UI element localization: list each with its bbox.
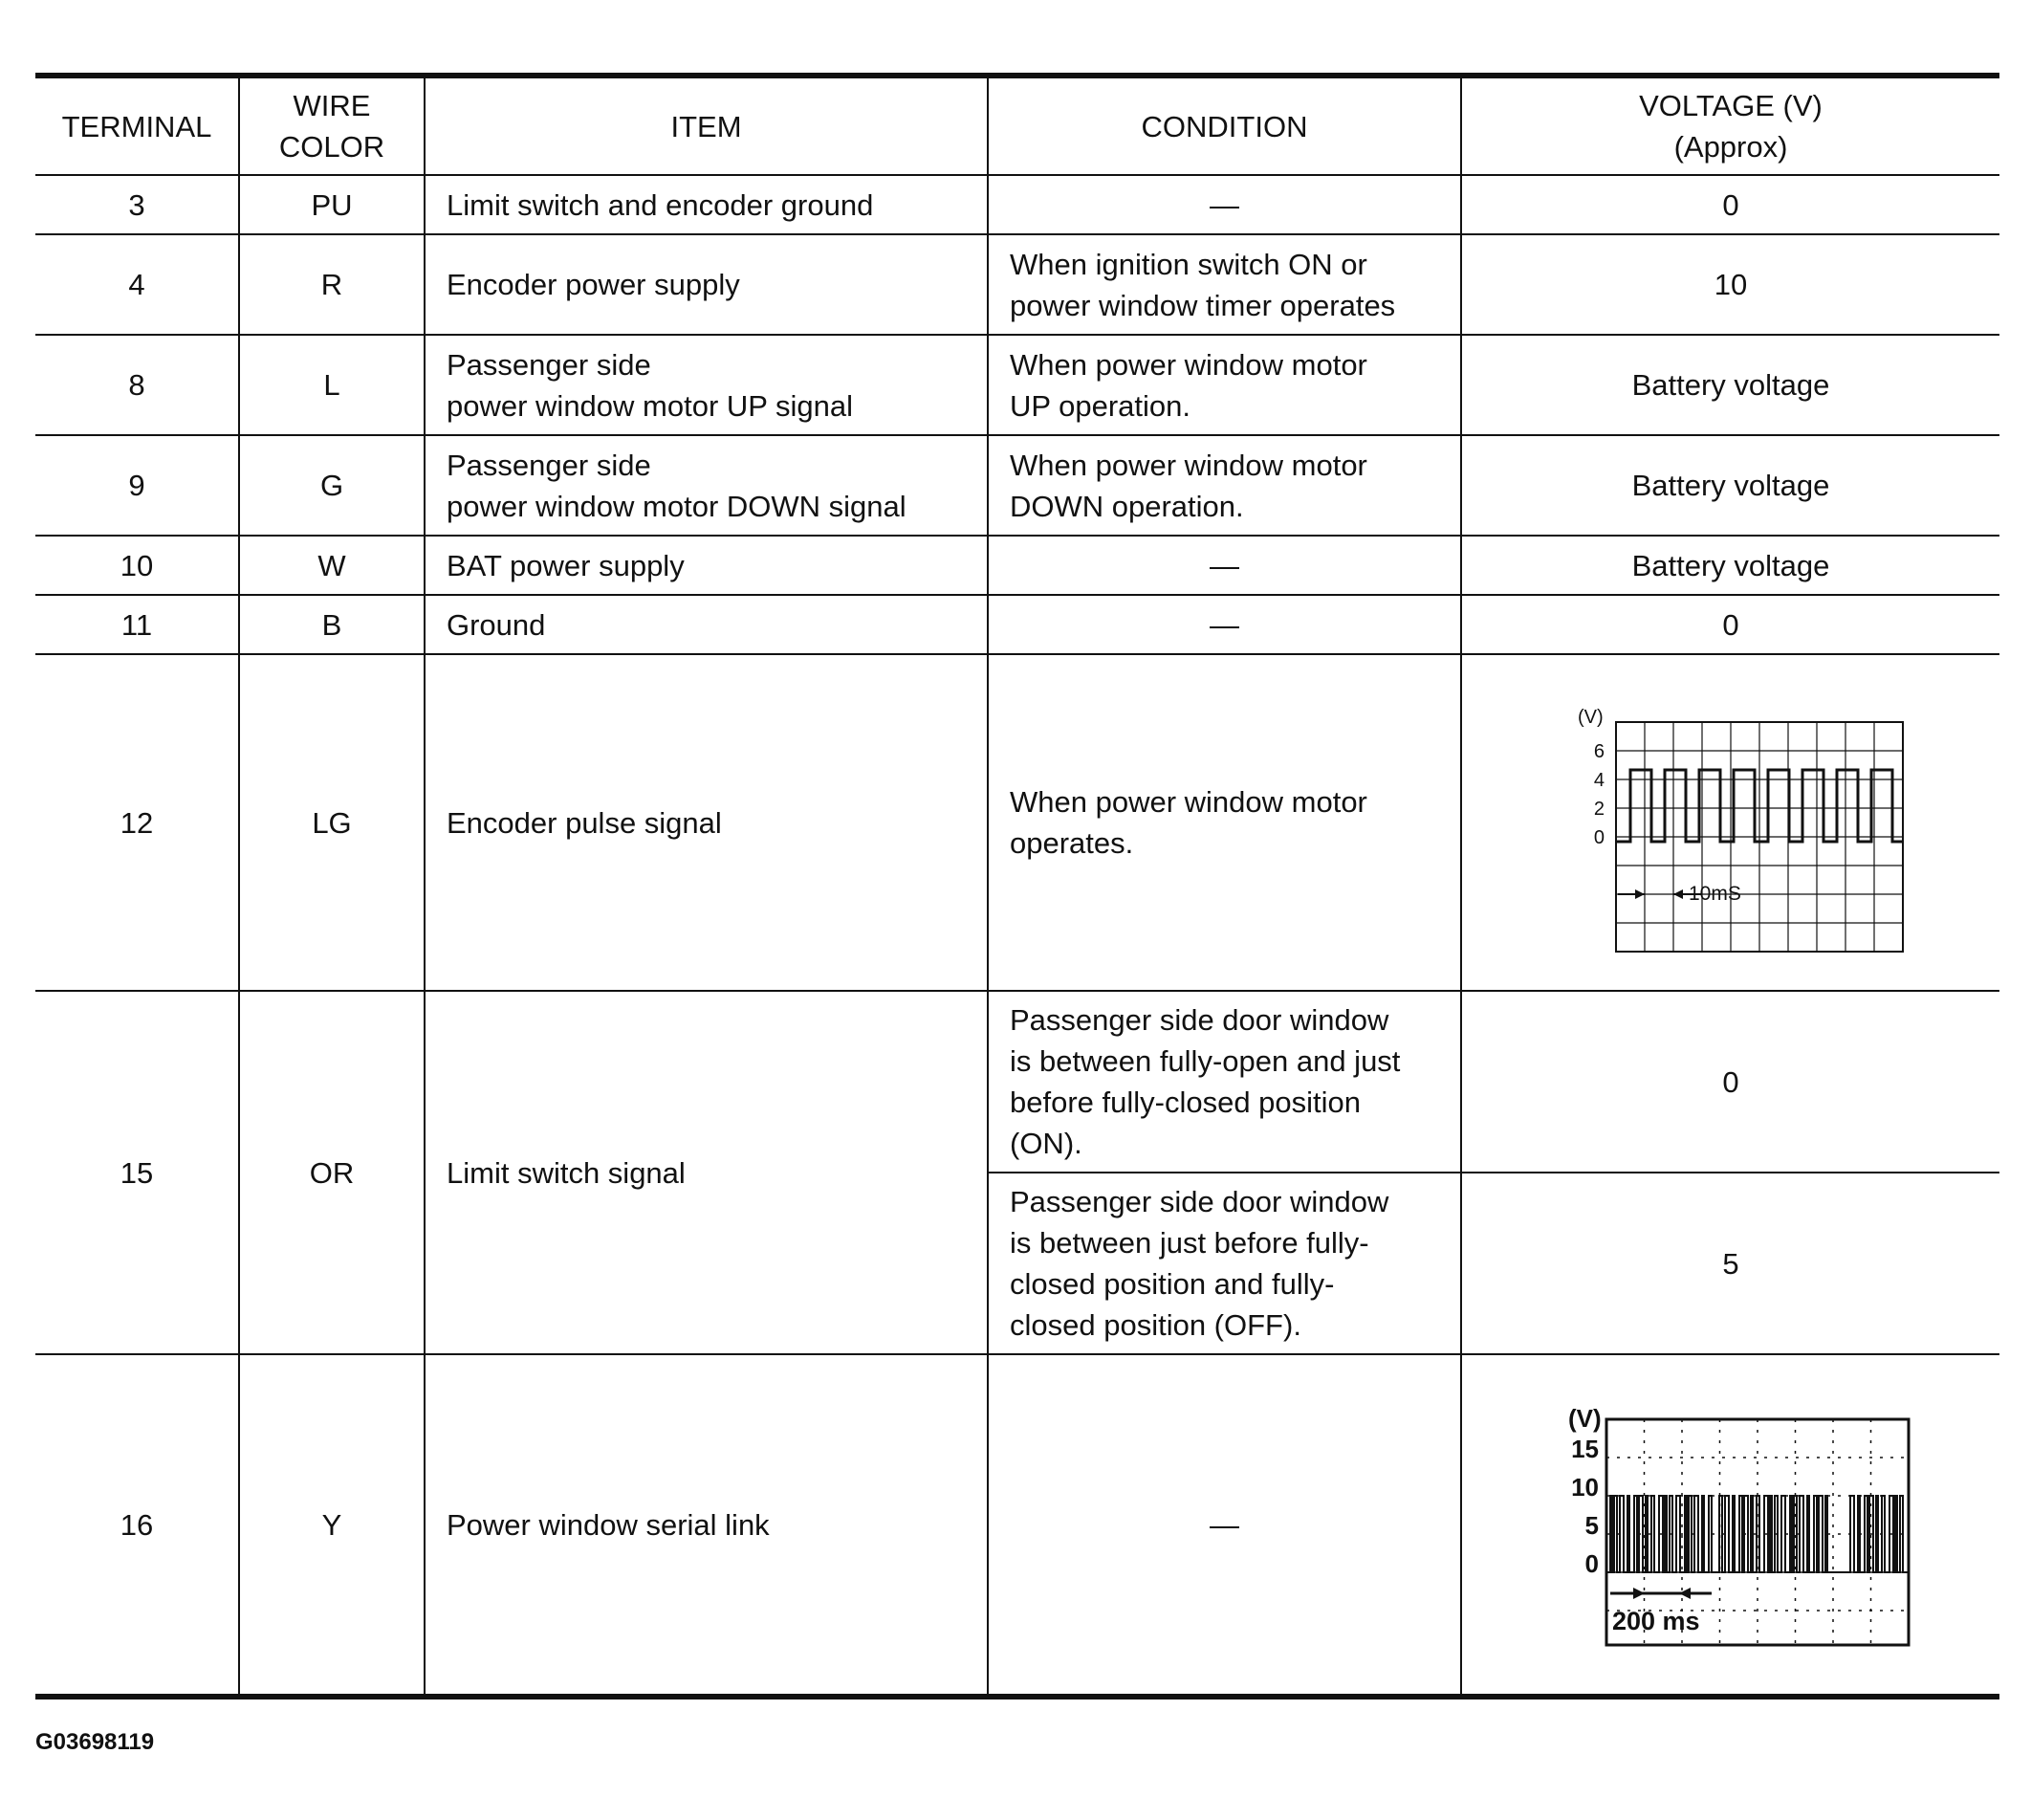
table-row bbox=[35, 536, 1999, 595]
item-cell: BAT power supply bbox=[425, 536, 988, 595]
wire-color-cell: OR bbox=[239, 991, 425, 1354]
terminal-cell: 16 bbox=[35, 1354, 239, 1697]
time-scale-label: 10mS bbox=[1689, 883, 1741, 905]
voltage-cell: Battery voltage bbox=[1461, 536, 1999, 595]
wire-color-cell: B bbox=[239, 595, 425, 654]
terminal-cell: 15 bbox=[35, 991, 239, 1354]
condition-cell: Passenger side door window is between just before fully- closed position and fully- closed position (OFF). bbox=[988, 1173, 1461, 1354]
figure-id: G03698119 bbox=[35, 1729, 155, 1755]
wire-color-cell: Y bbox=[239, 1354, 425, 1697]
encoder-pulse-waveform-cell bbox=[1461, 654, 1999, 991]
condition-cell: — bbox=[988, 536, 1461, 595]
condition-cell: — bbox=[988, 1354, 1461, 1697]
table-row bbox=[35, 1354, 1999, 1697]
voltage-cell: 0 bbox=[1461, 595, 1999, 654]
table-row bbox=[35, 654, 1999, 991]
header-voltage: VOLTAGE (V) (Approx) bbox=[1461, 76, 1999, 175]
y-tick-label: 2 bbox=[1593, 799, 1605, 820]
serial-link-waveform-cell bbox=[1461, 1354, 1999, 1697]
time-scale-label: 200 ms bbox=[1612, 1607, 1700, 1635]
terminal-voltage-table bbox=[35, 73, 1999, 1699]
encoder-pulse-waveform bbox=[1559, 698, 1903, 947]
terminal-cell: 12 bbox=[35, 654, 239, 991]
voltage-cell: 10 bbox=[1461, 234, 1999, 335]
voltage-cell: 5 bbox=[1461, 1173, 1999, 1354]
item-cell: Limit switch signal bbox=[425, 991, 988, 1354]
arrow-head bbox=[1633, 1588, 1645, 1599]
scope-unit-label: (V) bbox=[1568, 1404, 1602, 1433]
terminal-cell: 11 bbox=[35, 595, 239, 654]
header-wire-color: WIRE COLOR bbox=[239, 76, 425, 175]
condition-cell: When ignition switch ON or power window timer operates bbox=[988, 234, 1461, 335]
table-row bbox=[35, 175, 1999, 234]
terminal-cell: 4 bbox=[35, 234, 239, 335]
y-tick-label: 6 bbox=[1593, 741, 1605, 762]
item-cell: Passenger side power window motor UP signal bbox=[425, 335, 988, 435]
item-cell: Passenger side power window motor DOWN signal bbox=[425, 435, 988, 536]
condition-cell: When power window motor operates. bbox=[988, 654, 1461, 991]
header-terminal: TERMINAL bbox=[35, 76, 239, 175]
voltage-cell: 0 bbox=[1461, 175, 1999, 234]
table-row bbox=[35, 435, 1999, 536]
item-cell: Encoder power supply bbox=[425, 234, 988, 335]
condition-cell: Passenger side door window is between fully-open and just before fully-closed position (ON). bbox=[988, 991, 1461, 1173]
arrow-head bbox=[1673, 889, 1683, 899]
item-cell: Limit switch and encoder ground bbox=[425, 175, 988, 234]
condition-cell: When power window motor DOWN operation. bbox=[988, 435, 1461, 536]
header-item: ITEM bbox=[425, 76, 988, 175]
wire-color-cell: W bbox=[239, 536, 425, 595]
terminal-cell: 9 bbox=[35, 435, 239, 536]
arrow-head bbox=[1635, 889, 1645, 899]
table-header-row bbox=[35, 76, 1999, 175]
y-tick-label: 15 bbox=[1571, 1435, 1599, 1463]
arrow-head bbox=[1679, 1588, 1691, 1599]
wire-color-cell: PU bbox=[239, 175, 425, 234]
wire-color-cell: R bbox=[239, 234, 425, 335]
serial-trace bbox=[1606, 1496, 1909, 1572]
table-row bbox=[35, 595, 1999, 654]
voltage-cell: Battery voltage bbox=[1461, 335, 1999, 435]
item-cell: Power window serial link bbox=[425, 1354, 988, 1697]
oscilloscope-grid bbox=[1616, 722, 1903, 952]
terminal-cell: 8 bbox=[35, 335, 239, 435]
y-tick-label: 4 bbox=[1593, 770, 1605, 791]
y-tick-label: 5 bbox=[1584, 1511, 1599, 1540]
wire-color-cell: G bbox=[239, 435, 425, 536]
y-tick-label: 10 bbox=[1571, 1473, 1599, 1502]
y-tick-label: 0 bbox=[1593, 827, 1605, 848]
terminal-cell: 10 bbox=[35, 536, 239, 595]
table-row bbox=[35, 991, 1999, 1173]
terminal-cell: 3 bbox=[35, 175, 239, 234]
serial-link-waveform bbox=[1549, 1400, 1912, 1649]
condition-cell: — bbox=[988, 175, 1461, 234]
wire-color-cell: LG bbox=[239, 654, 425, 991]
scope-unit-label: (V) bbox=[1578, 707, 1604, 728]
y-tick-label: 0 bbox=[1584, 1549, 1599, 1578]
item-cell: Encoder pulse signal bbox=[425, 654, 988, 991]
item-cell: Ground bbox=[425, 595, 988, 654]
voltage-cell: Battery voltage bbox=[1461, 435, 1999, 536]
voltage-cell: 0 bbox=[1461, 991, 1999, 1173]
table-row bbox=[35, 234, 1999, 335]
condition-cell: — bbox=[988, 595, 1461, 654]
header-condition: CONDITION bbox=[988, 76, 1461, 175]
condition-cell: When power window motor UP operation. bbox=[988, 335, 1461, 435]
table-row bbox=[35, 335, 1999, 435]
wire-color-cell: L bbox=[239, 335, 425, 435]
